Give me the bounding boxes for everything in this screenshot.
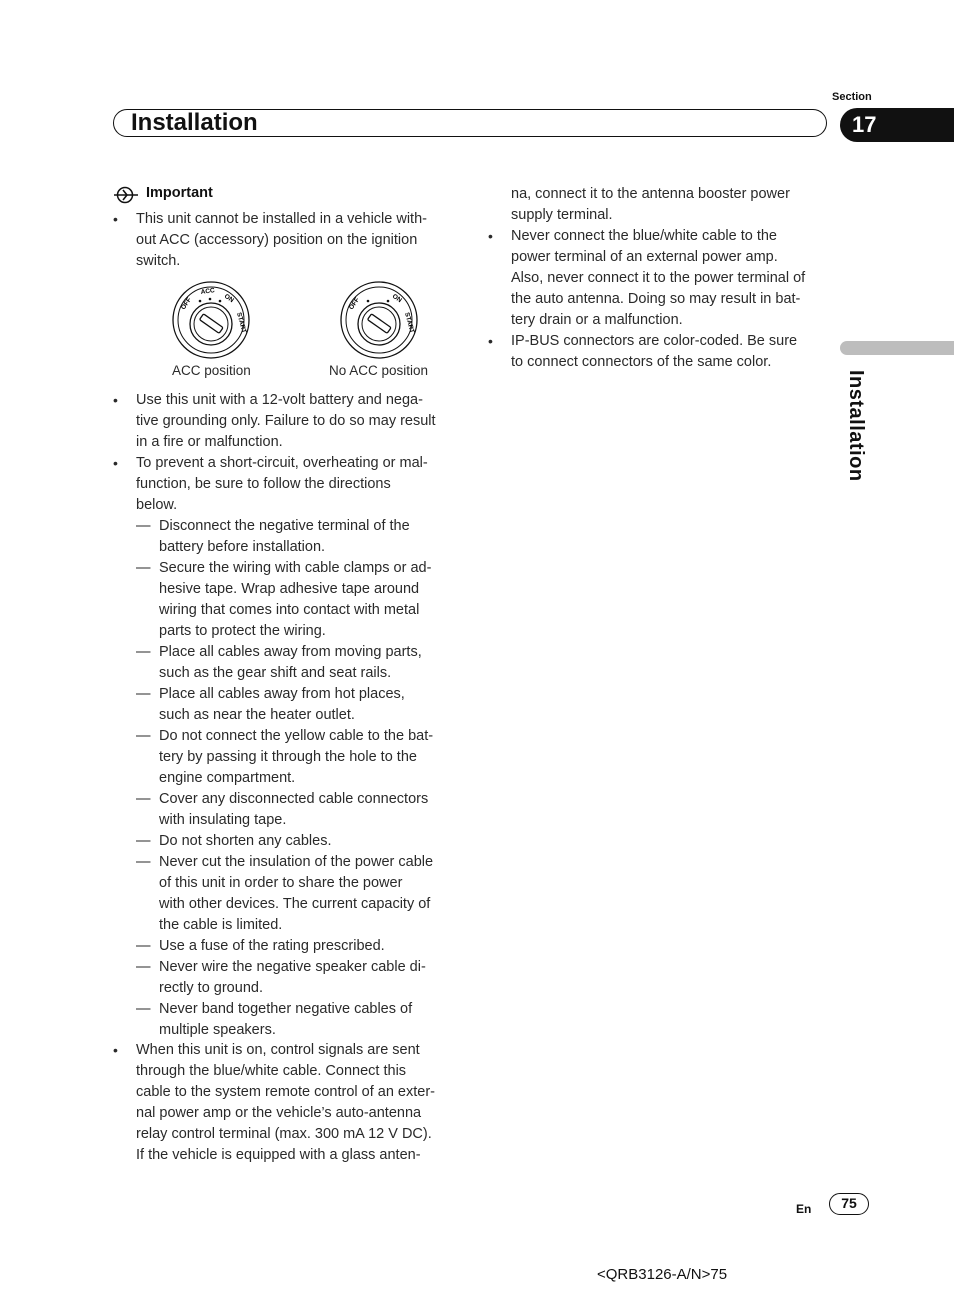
bullet-body [511, 331, 797, 373]
side-label: Installation [845, 370, 867, 482]
text-line: Cover any disconnected cable connectors [159, 791, 429, 807]
bullet-mark: • [113, 392, 118, 408]
bullet-body [136, 209, 427, 272]
text-line: This unit cannot be installed in a vehicle with- [136, 211, 427, 227]
text-line: na, connect it to the antenna booster power [511, 186, 790, 202]
direction-text [159, 852, 433, 936]
text-line: Place all cables away from hot places, [159, 686, 405, 702]
text-line: of this unit in order to share the power [159, 875, 403, 891]
important-heading: Important [146, 185, 213, 201]
continued-paragraph [511, 184, 790, 226]
side-tab [840, 341, 954, 355]
acc-dial-off-label: OFF [179, 296, 194, 312]
direction-text [159, 789, 428, 831]
direction-text [159, 999, 412, 1041]
text-line: tery drain or a malfunction. [511, 312, 683, 328]
text-line: switch. [136, 253, 181, 269]
text-line: Use a fuse of the rating prescribed. [159, 938, 385, 954]
section-tab [840, 108, 954, 142]
direction-text [159, 726, 433, 789]
text-line: To prevent a short-circuit, overheating or mal- [136, 455, 428, 471]
dash-mark: — [136, 644, 151, 660]
text-line: through the blue/white cable. Connect this [136, 1063, 407, 1079]
no-acc-position-caption: No ACC position [329, 363, 429, 378]
direction-text [159, 957, 426, 999]
text-line: Secure the wiring with cable clamps or ad- [159, 560, 432, 576]
direction-text [159, 831, 332, 852]
text-line: rectly to ground. [159, 980, 263, 996]
text-line: wiring that comes into contact with metal [159, 602, 420, 618]
bullet-body [511, 226, 805, 331]
ignition-figure [168, 280, 468, 360]
text-line: Never band together negative cables of [159, 1001, 413, 1017]
text-line: the auto antenna. Doing so may result in bat- [511, 291, 801, 307]
text-line: tery by passing it through the hole to the [159, 749, 417, 765]
direction-text [159, 516, 410, 558]
text-line: Do not connect the yellow cable to the bat- [159, 728, 434, 744]
text-line: engine compartment. [159, 770, 296, 786]
dash-mark: — [136, 938, 151, 954]
title-bar [113, 109, 827, 137]
text-line: power terminal of an external power amp. [511, 249, 778, 265]
text-line: such as the gear shift and seat rails. [159, 665, 392, 681]
text-line: below. [136, 497, 178, 513]
text-line: Never cut the insulation of the power cable [159, 854, 434, 870]
text-line: Use this unit with a 12-volt battery and nega- [136, 392, 423, 408]
no-acc-dial-on-label: ON [390, 292, 403, 305]
text-line: in a fire or malfunction. [136, 434, 283, 450]
dash-mark: — [136, 518, 151, 534]
bullet-mark: • [113, 1042, 118, 1058]
dash-mark: — [136, 728, 151, 744]
text-line: tive grounding only. Failure to do so may result [136, 413, 436, 429]
dash-mark: — [136, 1001, 151, 1017]
text-line: with other devices. The current capacity of [159, 896, 431, 912]
dash-mark: — [136, 560, 151, 576]
text-line: hesive tape. Wrap adhesive tape around [159, 581, 420, 597]
text-line: Place all cables away from moving parts, [159, 644, 422, 660]
dash-mark: — [136, 833, 151, 849]
no-acc-ignition-dial [341, 282, 417, 358]
text-line: such as near the heater outlet. [159, 707, 355, 723]
bullet-body [136, 390, 436, 453]
text-line: If the vehicle is equipped with a glass anten- [136, 1147, 421, 1163]
acc-ignition-dial [173, 282, 249, 358]
text-line: function, be sure to follow the directions [136, 476, 391, 492]
text-line: Disconnect the negative terminal of the [159, 518, 410, 534]
text-line: Also, never connect it to the power terminal of [511, 270, 806, 286]
dash-mark: — [136, 686, 151, 702]
document-code: <QRB3126-A/N>75 [597, 1266, 728, 1283]
language-label: En [796, 1202, 812, 1216]
acc-dial-acc-label: ACC [200, 287, 216, 296]
text-line: the cable is limited. [159, 917, 283, 933]
section-label: Section [832, 91, 872, 103]
page-number: 75 [829, 1193, 869, 1215]
bullet-mark: • [488, 333, 493, 349]
direction-text [159, 936, 385, 957]
acc-dial-on-label: ON [222, 292, 235, 305]
text-line: cable to the system remote control of an exter- [136, 1084, 435, 1100]
dash-mark: — [136, 791, 151, 807]
dash-mark: — [136, 959, 151, 975]
no-acc-dial-start-label: START [403, 311, 416, 334]
bullet-mark: • [113, 455, 118, 471]
direction-text [159, 558, 431, 642]
text-line: with insulating tape. [159, 812, 287, 828]
text-line: supply terminal. [511, 207, 613, 223]
text-line: Do not shorten any cables. [159, 833, 332, 849]
page-title: Installation [131, 109, 258, 136]
text-line: Never connect the blue/white cable to the [511, 228, 777, 244]
bullet-body [136, 453, 428, 516]
bullet-body [136, 1040, 435, 1166]
text-line: multiple speakers. [159, 1022, 276, 1038]
direction-text [159, 684, 405, 726]
text-line: IP-BUS connectors are color-coded. Be sure [511, 333, 798, 349]
bullet-mark: • [488, 228, 493, 244]
bullet-mark: • [113, 211, 118, 227]
no-acc-dial-off-label: OFF [347, 296, 362, 312]
text-line: nal power amp or the vehicle’s auto-antenna [136, 1105, 422, 1121]
dash-mark: — [136, 854, 151, 870]
text-line: When this unit is on, control signals are sent [136, 1042, 420, 1058]
acc-dial-start-label: START [235, 311, 248, 334]
text-line: to connect connectors of the same color. [511, 354, 772, 370]
text-line: relay control terminal (max. 300 mA 12 V DC). [136, 1126, 432, 1142]
acc-position-caption: ACC position [172, 363, 251, 378]
text-line: parts to protect the wiring. [159, 623, 326, 639]
text-line: battery before installation. [159, 539, 326, 555]
important-note-icon [113, 186, 139, 204]
direction-text [159, 642, 422, 684]
text-line: Never wire the negative speaker cable di- [159, 959, 426, 975]
section-number: 17 [852, 112, 877, 137]
text-line: out ACC (accessory) position on the ignition [136, 232, 418, 248]
